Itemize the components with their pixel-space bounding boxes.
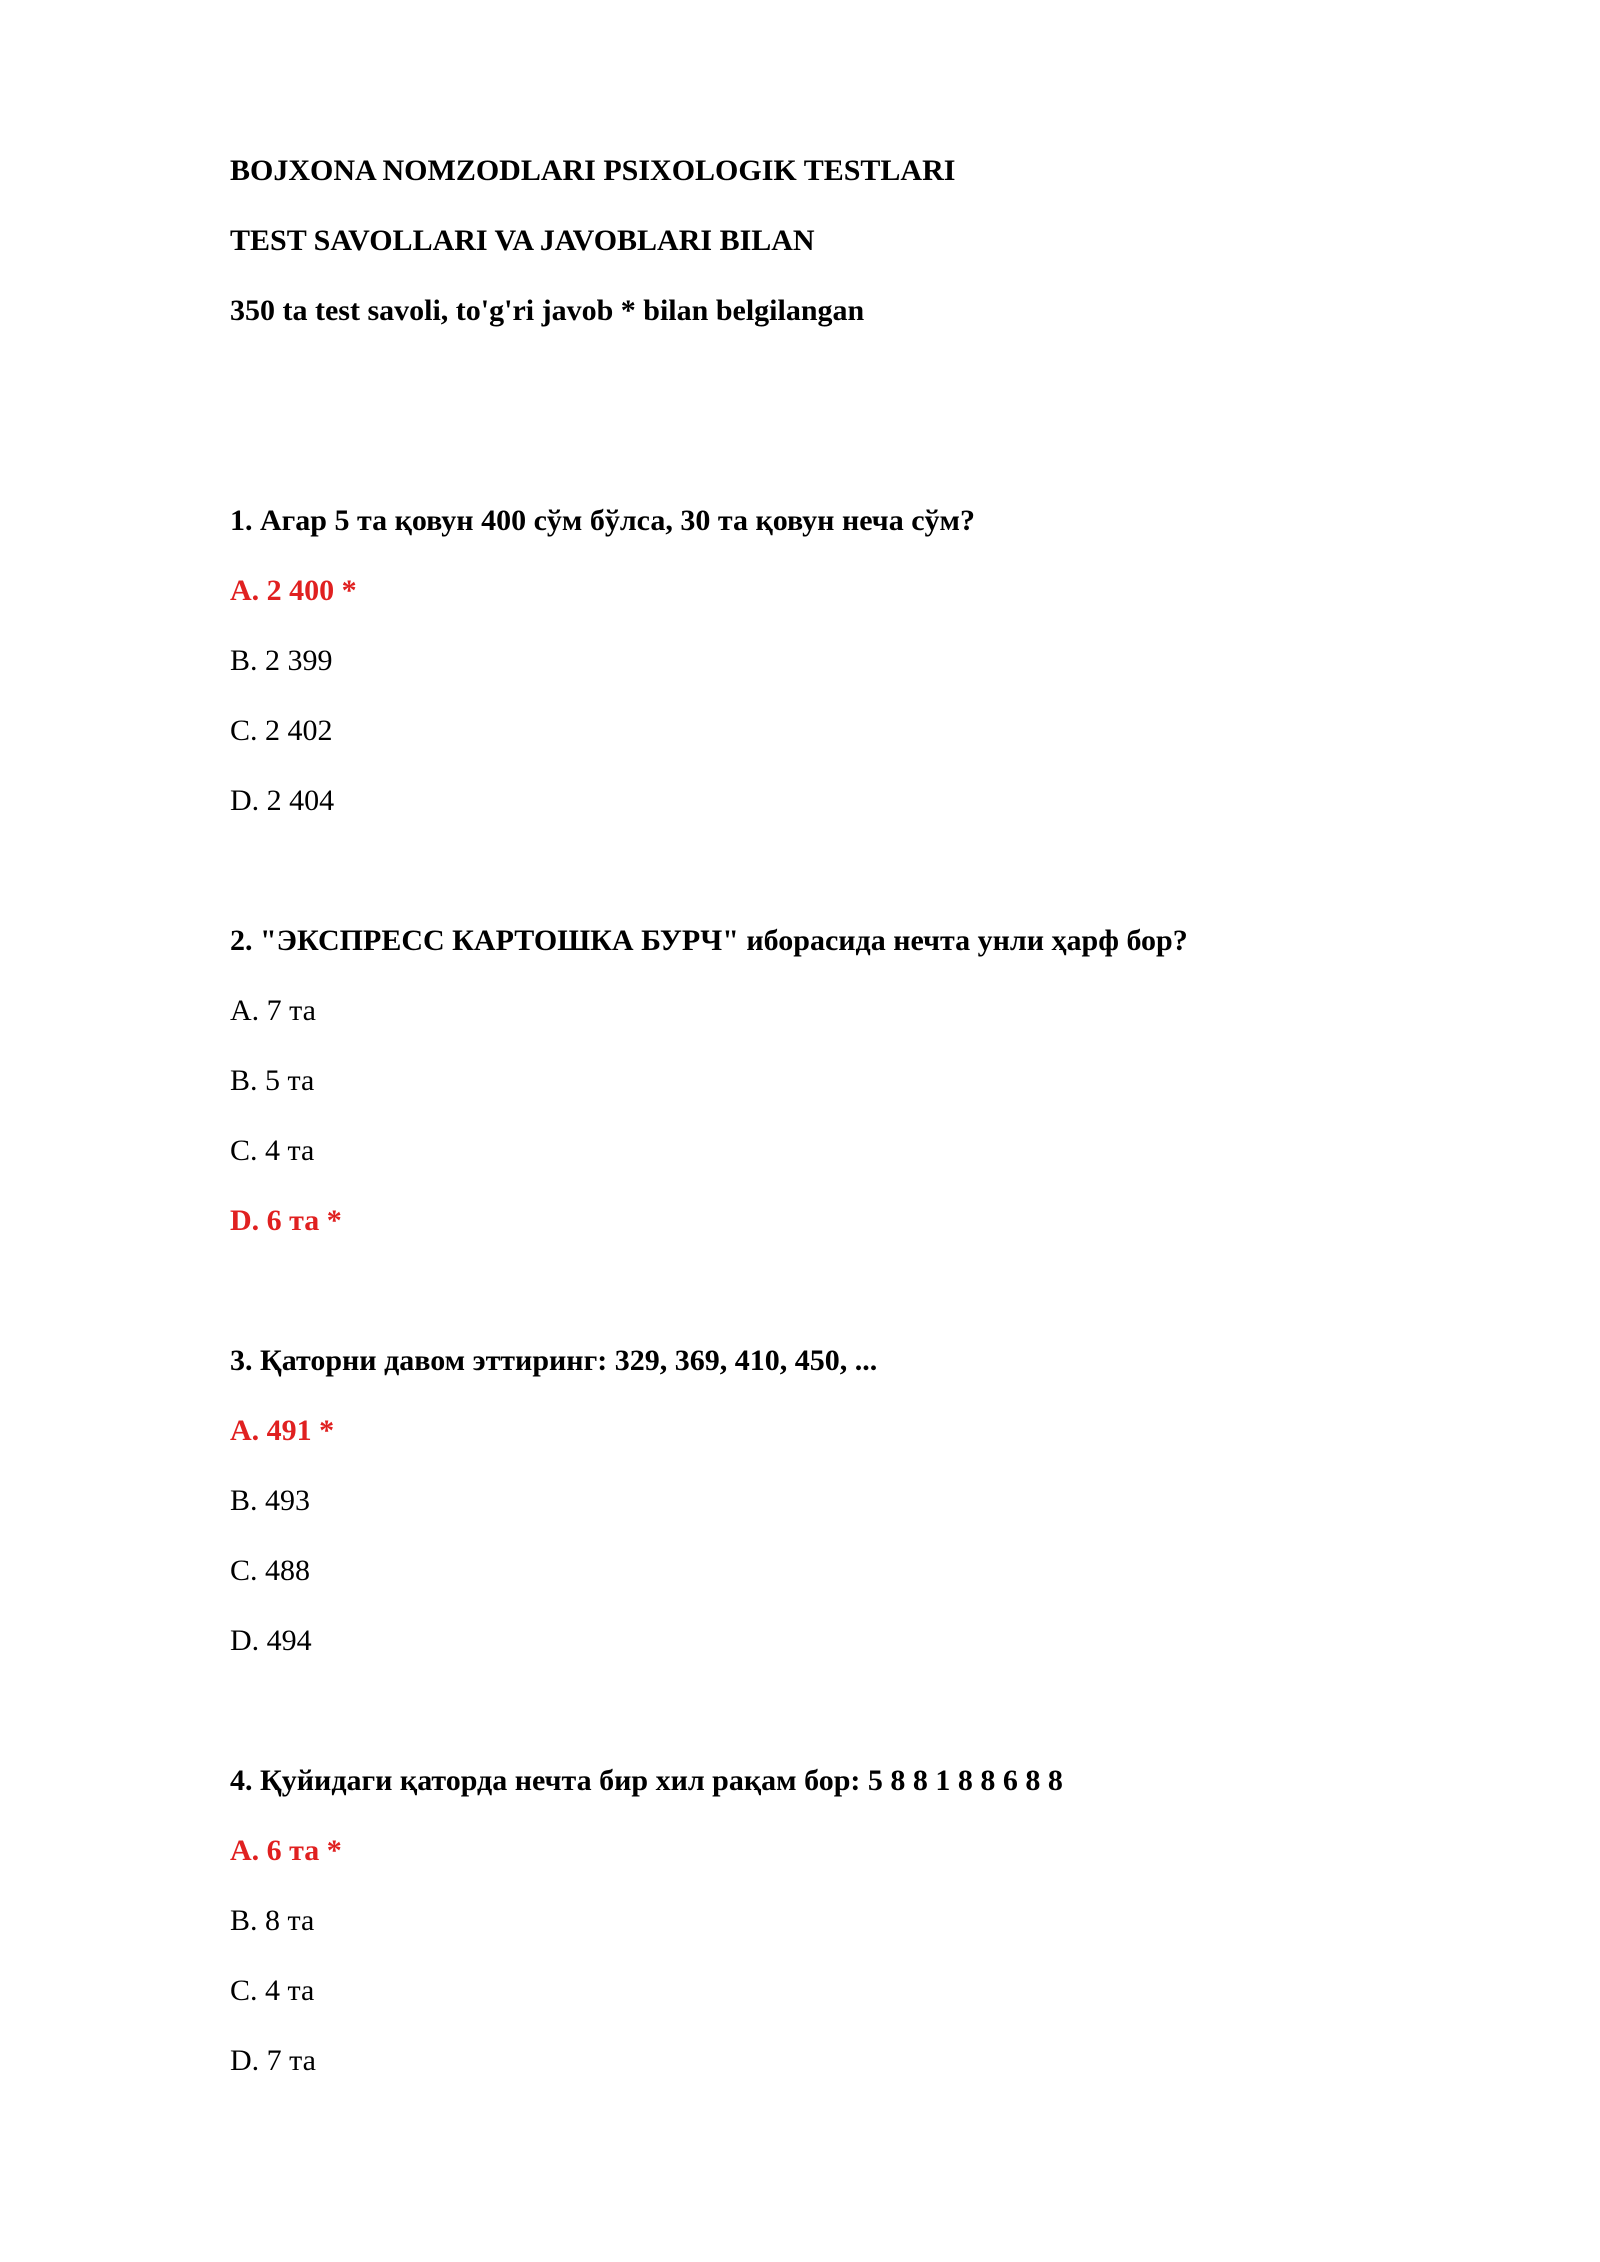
document-note: 350 ta test savoli, to'g'ri javob * bilan belgilangan bbox=[230, 294, 865, 327]
question-1-option-c: C. 2 402 bbox=[230, 714, 333, 747]
question-2-option-b: B. 5 та bbox=[230, 1064, 315, 1097]
question-2-option-c: C. 4 та bbox=[230, 1134, 315, 1167]
question-4-option-d: D. 7 та bbox=[230, 2044, 316, 2077]
question-3-option-b: B. 493 bbox=[230, 1484, 311, 1517]
question-1: 1. Агар 5 та қовун 400 сўм бўлса, 30 та қовун неча сўм? bbox=[230, 504, 975, 537]
question-4-option-a: A. 6 та * bbox=[230, 1834, 342, 1867]
question-1-option-a: A. 2 400 * bbox=[230, 574, 357, 607]
question-1-option-b: B. 2 399 bbox=[230, 644, 333, 677]
question-3: 3. Қаторни давом эттиринг: 329, 369, 410, 450, ... bbox=[230, 1344, 878, 1377]
question-3-option-c: C. 488 bbox=[230, 1554, 311, 1587]
document-subtitle: TEST SAVOLLARI VA JAVOBLARI BILAN bbox=[230, 224, 815, 257]
document-title: BOJXONA NOMZODLARI PSIXOLOGIK TESTLARI bbox=[230, 154, 956, 187]
question-3-option-a: A. 491 * bbox=[230, 1414, 335, 1447]
question-2-option-a: A. 7 та bbox=[230, 994, 316, 1027]
question-1-option-d: D. 2 404 bbox=[230, 784, 335, 817]
question-4: 4. Қуйидаги қаторда нечта бир хил рақам бор: 5 8 8 1 8 8 6 8 8 bbox=[230, 1764, 1063, 1797]
question-2: 2. "ЭКСПРЕСС КАРТОШКА БУРЧ" иборасида нечта унли ҳарф бор? bbox=[230, 924, 1188, 957]
question-4-option-c: C. 4 та bbox=[230, 1974, 315, 2007]
question-4-option-b: B. 8 та bbox=[230, 1904, 315, 1937]
question-2-option-d: D. 6 та * bbox=[230, 1204, 342, 1237]
question-3-option-d: D. 494 bbox=[230, 1624, 312, 1657]
